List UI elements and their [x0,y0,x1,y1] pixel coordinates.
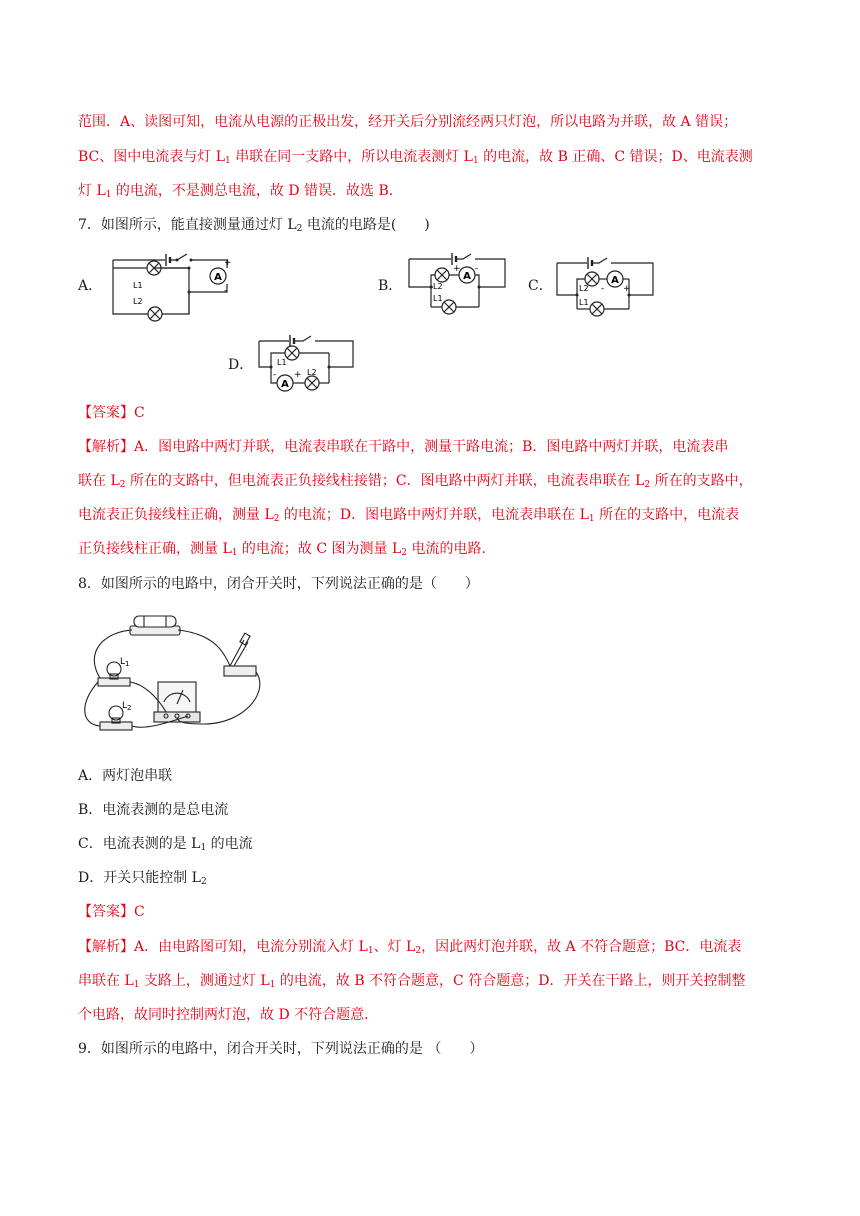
prev-explanation-line-3: 灯 $L_1$ 的电流，不是测总电流，故 D 错误．故选 B． [78,183,403,200]
q7a-ammeter-label: A [214,272,222,283]
q7d-l1-label: L1 [277,358,287,367]
q8-stem: 8．如图所示的电路中，闭合开关时，下列说法正确的是（ ） [78,576,479,592]
q9-stem: 9．如图所示的电路中，闭合开关时，下列说法正确的是 （ ） [78,1041,484,1057]
q8-explanation-line-2: 串联在 $L_1$ 支路上，测通过灯 $L_1$ 的电流，故 B 不符合题意，C 符合题意；D．开关在干路上，则开关控制整 [78,973,746,990]
q8-explanation-line-1: 【解析】A．由电路图可知，电流分别流入灯 $L_1$、灯 $L_2$，因此两灯泡并联，故 A 不符合题意；BC．电流表 [78,939,742,956]
q7-circuit-d [255,333,357,393]
prev-explanation-line-2: BC、图中电流表与灯 $L_1$ 串联在同一支路中，所以电流表测灯 $L_1$ 的电流，故 B 正确、C 错误；D、电流表测 [78,149,753,166]
q7b-minus: - [475,264,479,274]
q8-explanation-line-3: 个电路，故同时控制两灯泡，故 D 不符合题意． [78,1007,379,1023]
q7-option-b-label: B． [378,278,403,294]
q8-option-c: C．电流表测的是 $L_1$ 的电流 [78,836,253,853]
q7d-l2-label: L2 [307,368,317,377]
q7-circuit-c [553,257,659,321]
q7a-plus: + [224,258,232,268]
q7-option-c-label: C． [528,278,553,294]
q7a-l2-label: L2 [133,297,143,306]
prev-explanation-line-1: 范围．A、读图可知，电流从电源的正极出发，经开关后分别流经两只灯泡，所以电路为并联，故 A 错误； [78,114,738,130]
q7c-l1-label: L1 [579,298,589,307]
q7-option-d-label: D． [228,357,254,373]
q7-circuit-a [105,248,235,324]
q7b-ammeter-label: A [463,271,471,282]
q7b-plus: + [453,264,461,274]
q8-option-d: D．开关只能控制 $L_2$ [78,870,207,887]
q7-explanation-line-4: 正负接线柱正确，测量 $L_1$ 的电流；故 C 图为测量 $L_2$ 电流的电路. [78,541,486,558]
q7-option-a-label: A． [78,278,103,294]
q7-circuit-b [405,253,510,319]
q8-option-b: B．电流表测的是总电流 [78,802,229,818]
q7d-ammeter-label: A [281,379,289,390]
q7a-minus: - [224,286,228,296]
q7-explanation-line-2: 联在 $L_2$ 所在的支路中，但电流表正负接线柱接错；C．图电路中两灯并联，电流表串联在 $L_2$ 所在的支路中， [78,473,753,490]
q7-stem: 7．如图所示，能直接测量通过灯 $L_2$ 电流的电路是( ) [78,217,430,234]
q8-l1-label: $L_1$ [120,657,130,668]
q8-answer: 【答案】C [78,904,145,920]
q7-explanation-line-1: 【解析】A．图电路中两灯并联，电流表串联在干路中，测量干路电流；B．图电路中两灯并联，电流表串 [78,439,729,455]
q8-option-a: A．两灯泡串联 [78,768,173,784]
q7b-l1-label: L1 [433,294,443,303]
q7c-plus: + [623,284,631,294]
q7c-l2-label: L2 [579,284,589,293]
q8-l2-label: $L_2$ [122,701,132,712]
q7-explanation-line-3: 电流表正负接线柱正确，测量 $L_2$ 的电流；D．图电路中两灯并联，电流表串联在 $L_1$ 所在的支路中，电流表 [78,507,740,524]
q8-circuit-illustration [74,612,270,744]
q7-answer: 【答案】C [78,405,145,421]
q7d-minus: - [273,370,277,380]
q7b-l2-label: L2 [433,282,443,291]
q7a-l1-label: L1 [133,281,143,290]
q7c-ammeter-label: A [611,275,619,286]
q7c-minus: - [601,284,605,294]
q7d-plus: + [294,370,302,380]
